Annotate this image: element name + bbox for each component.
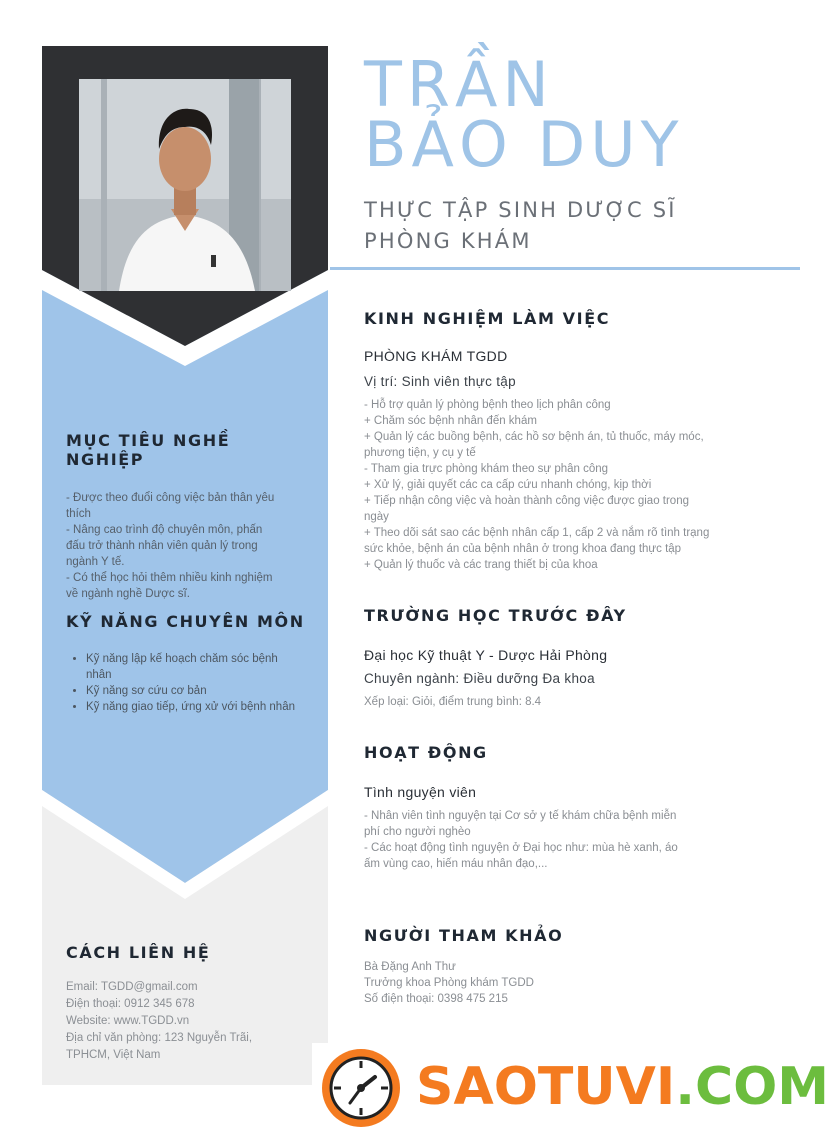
objective-line: thích: [66, 508, 91, 520]
experience-heading: KINH NGHIỆM LÀM VIỆC: [364, 309, 611, 328]
objective-line: ngành Y tế.: [66, 556, 125, 568]
references-heading: NGƯỜI THAM KHẢO: [364, 926, 564, 945]
duty-line: + Quản lý các buồng bệnh, các hồ sơ bệnh án, tủ thuốc, máy móc,: [364, 431, 704, 443]
career-objective-text: [66, 490, 306, 602]
contact-phone: Điện thoại: 0912 345 678: [66, 998, 195, 1010]
activities-role: Tình nguyện viên: [364, 784, 477, 800]
education-heading: TRƯỜNG HỌC TRƯỚC ĐÂY: [364, 606, 627, 625]
experience-company: PHÒNG KHÁM TGDD: [364, 348, 508, 364]
education-section: [364, 606, 754, 710]
contact-website: Website: www.TGDD.vn: [66, 1015, 190, 1027]
activity-line: - Các hoạt động tình nguyện ở Đại học như: mùa hè xanh, áo: [364, 842, 678, 854]
objective-line: - Nâng cao trình độ chuyên môn, phấn: [66, 524, 263, 536]
job-title: [364, 195, 677, 257]
education-major: Chuyên ngành: Điều dưỡng Đa khoa: [364, 671, 595, 686]
duty-line: - Hỗ trợ quản lý phòng bệnh theo lịch phân công: [364, 399, 611, 411]
objective-line: - Có thể học hỏi thêm nhiều kinh nghiệm: [66, 572, 273, 584]
reference-role: Trưởng khoa Phòng khám TGDD: [364, 977, 534, 989]
duty-line: + Chăm sóc bệnh nhân đến khám: [364, 415, 537, 427]
objective-line: về ngành nghề Dược sĩ.: [66, 588, 190, 600]
activity-line: phí cho người nghèo: [364, 826, 471, 838]
activity-line: ấm vùng cao, hiến máu nhân đạo,...: [364, 858, 548, 870]
experience-duties: [364, 397, 754, 573]
duty-line: + Tiếp nhận công việc và hoàn thành công việc được giao trong: [364, 495, 689, 507]
duty-line: phương tiện, y cụ y tế: [364, 447, 476, 459]
duty-line: + Xử lý, giải quyết các ca cấp cứu nhanh chóng, kịp thời: [364, 479, 652, 491]
experience-section: [364, 309, 754, 573]
skill-item: • Kỹ năng giao tiếp, ứng xử với bệnh nhân: [86, 699, 306, 715]
contact-address: TPHCM, Việt Nam: [66, 1049, 161, 1061]
name-first-line: TRẦN: [364, 48, 554, 121]
contact-heading: CÁCH LIÊN HỆ: [66, 943, 211, 962]
job-title-line: THỰC TẬP SINH DƯỢC SĨ: [364, 198, 677, 222]
objective-line: - Được theo đuổi công việc bản thân yêu: [66, 492, 275, 504]
skills-heading: KỸ NĂNG CHUYÊN MÔN: [66, 612, 305, 631]
activities-heading: HOẠT ĐỘNG: [364, 743, 488, 762]
references-section: [364, 926, 754, 1007]
contact-address: Địa chỉ văn phòng: 123 Nguyễn Trãi,: [66, 1032, 253, 1044]
portrait-illustration: [79, 79, 291, 291]
contact-email: Email: TGDD@gmail.com: [66, 981, 198, 993]
career-objective-section: [66, 431, 306, 602]
watermark-logo: [312, 1043, 829, 1132]
skill-item: • Kỹ năng lập kế hoạch chăm sóc bệnh nhân: [86, 651, 306, 683]
watermark-text-part2: .COM: [675, 1057, 829, 1117]
objective-line: đấu trở thành nhân viên quản lý trong: [66, 540, 258, 552]
activities-details: [364, 808, 754, 872]
watermark-text: [416, 1057, 829, 1117]
contact-section: [66, 943, 306, 1064]
reference-name: Bà Đặng Anh Thư: [364, 961, 456, 973]
skill-item: • Kỹ năng sơ cứu cơ bản: [86, 683, 306, 699]
skills-section: [66, 612, 306, 715]
activities-section: [364, 743, 754, 872]
name-second-line: BẢO DUY: [364, 108, 684, 181]
skills-list: [66, 651, 306, 715]
watermark-text-part1: SAOTUVI: [416, 1057, 676, 1117]
activity-line: - Nhân viên tình nguyện tại Cơ sở y tế khám chữa bệnh miễn: [364, 810, 677, 822]
experience-position: Vị trí: Sinh viên thực tập: [364, 374, 516, 389]
education-school: Đại học Kỹ thuật Y - Dược Hải Phòng: [364, 647, 608, 663]
duty-line: ngày: [364, 511, 389, 523]
clock-icon: [320, 1047, 402, 1129]
duty-line: + Theo dõi sát sao các bệnh nhân cấp 1, cấp 2 và nắm rõ tình trạng: [364, 527, 710, 539]
education-grade: Xếp loại: Giỏi, điểm trung bình: 8.4: [364, 696, 542, 708]
header-divider: [330, 267, 800, 270]
duty-line: - Tham gia trực phòng khám theo sự phân công: [364, 463, 609, 475]
profile-photo: [79, 79, 291, 291]
duty-line: sức khỏe, bệnh án của bệnh nhân ở trong khoa đang thực tập: [364, 543, 682, 555]
job-title-line: PHÒNG KHÁM: [364, 229, 532, 253]
career-objective-heading: MỤC TIÊU NGHỀ NGHIỆP: [66, 431, 231, 469]
reference-phone: Số điện thoại: 0398 475 215: [364, 993, 508, 1005]
duty-line: + Quản lý thuốc và các trang thiết bị của khoa: [364, 559, 598, 571]
